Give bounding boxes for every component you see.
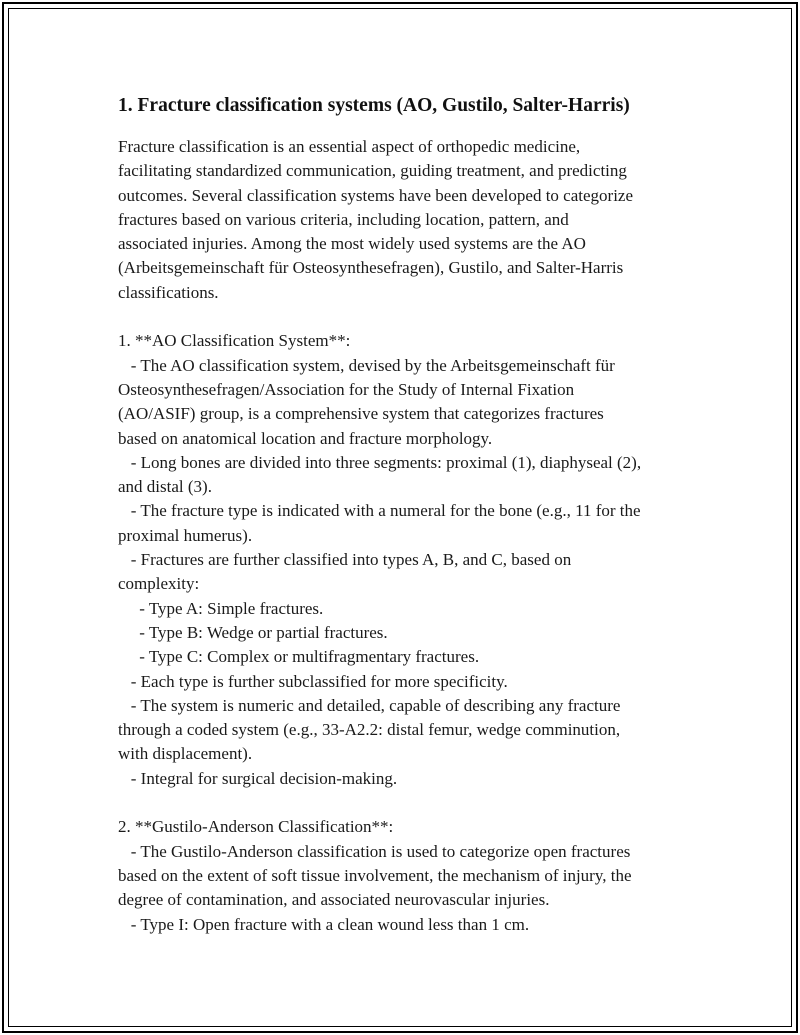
section-heading: 1. Fracture classification systems (AO, Gustilo, Salter-Harris) [118, 95, 630, 116]
body-text: Fracture classification is an essential aspect of orthopedic medicine, facilitating standardized communication, guiding treatment, and predicting outcomes. Several classification systems have been developed to categorize fractures based on various criteria, including location, pattern, and associated injuries. Among the most widely used systems are the AO (Arbeitsgemeinschaft für Osteosynthesefragen), Gustilo, and Salter-Harris classifications. 1. **AO Classification System**: - The AO classification system, devised by the Arbeitsgemeinschaft für Osteosynthesefragen/Association for the Study of Internal Fixation (AO/ASIF) group, is a comprehensive system that categorizes fractures based on anatomical location and fracture morphology. - Long bones are divided into three segments: proximal (1), diaphyseal (2), and distal (3). - The fracture type is indicated with a numeral for the bone (e.g., 11 for the proximal humerus). - Fractures are further classified into types A, B, and C, based on complexity: - Type A: Simple fractures. - Type B: Wedge or partial fractures. - Type C: Complex or multifragmentary fractures. - Each type is further subclassified for more specificity. - The system is numeric and detailed, capable of describing any fracture through a coded system (e.g., 33-A2.2: distal femur, wedge comminution, with displacement). - Integral for surgical decision-making. 2. **Gustilo-Anderson Classification**: - The Gustilo-Anderson classification is used to categorize open fractures based on the extent of soft tissue involvement, the mechanism of injury, the degree of contamination, and associated neurovascular injuries. - Type I: Open fracture with a clean wound less than 1 cm. [118, 137, 642, 934]
document-content [118, 93, 698, 937]
